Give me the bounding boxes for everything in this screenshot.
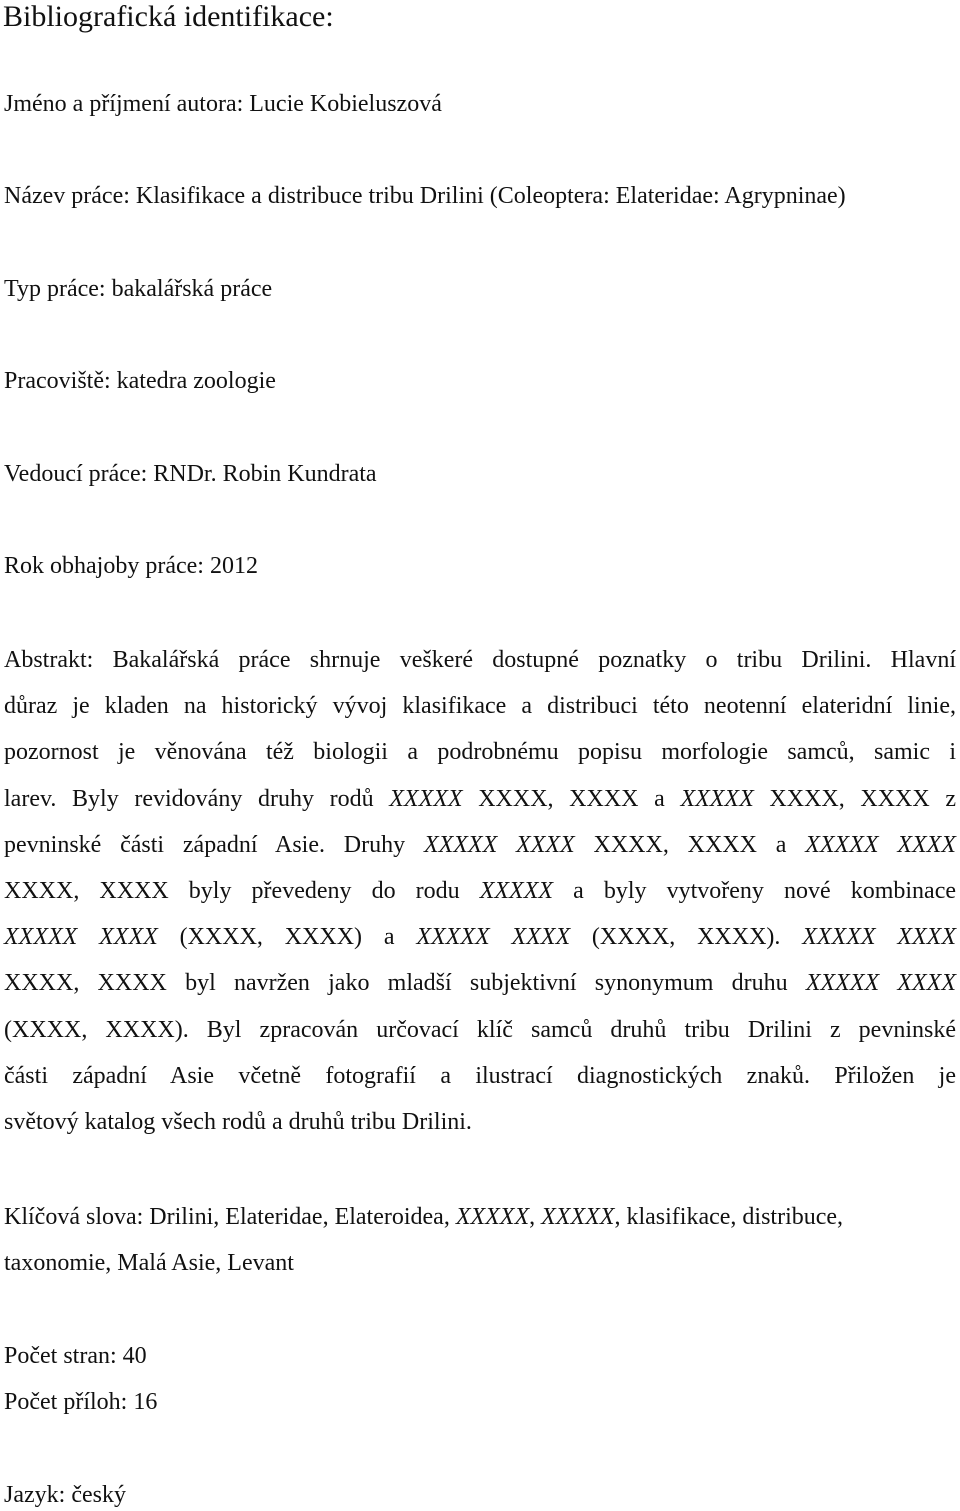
text-segment: , klasifikace, distribuce, — [614, 1204, 844, 1230]
italic-taxon-placeholder: XXXXX XXXX — [805, 831, 956, 858]
abstract-paragraph — [4, 637, 956, 1145]
abstract-line — [4, 868, 956, 914]
italic-taxon-placeholder: XXXXX — [389, 785, 463, 812]
italic-taxon-placeholder: XXXXX XXXX — [416, 924, 571, 951]
department-field: Pracoviště: katedra zoologie — [4, 368, 276, 394]
text-segment: XXXX, XXXX z — [753, 785, 957, 812]
keywords-line-continued: taxonomie, Malá Asie, Levant — [4, 1250, 294, 1276]
defense-year-field: Rok obhajoby práce: 2012 — [4, 553, 258, 579]
abstract-line — [4, 914, 956, 960]
language-field: Jazyk: český — [4, 1482, 126, 1508]
text-segment: důraz je kladen na historický vývoj klasifikace a distribuci této neotenní elateridní linie, — [4, 693, 956, 720]
abstract-line — [4, 776, 956, 822]
text-segment: Abstrakt: Bakalářská práce shrnuje veškeré dostupné poznatky o tribu Drilini. Hlavní — [4, 647, 956, 673]
thesis-type-field: Typ práce: bakalářská práce — [4, 276, 273, 302]
italic-taxon-placeholder: XXXXX — [479, 877, 554, 904]
italic-taxon-placeholder: XXXXX XXXX — [423, 831, 575, 858]
text-segment: (XXXX, XXXX). — [570, 924, 803, 951]
abstract-line — [4, 1007, 956, 1053]
italic-taxon-placeholder: XXXXX — [455, 1204, 530, 1230]
abstract-line — [4, 637, 956, 683]
italic-taxon-placeholder: XXXXX XXXX — [4, 924, 158, 951]
text-segment: XXXX, XXXX byl navržen jako mladší subjektivní synonymum druhu — [4, 970, 806, 997]
text-segment: (XXXX, XXXX). Byl zpracován určovací klíč samců druhů tribu Drilini z pevninské — [4, 1016, 956, 1043]
italic-taxon-placeholder: XXXXX — [541, 1204, 615, 1230]
italic-taxon-placeholder: XXXXX XXXX — [805, 970, 956, 997]
text-segment: pozornost je věnována též biologii a podrobnému popisu morfologie samců, samic i — [4, 739, 956, 766]
text-segment: (XXXX, XXXX) a — [157, 924, 417, 951]
text-segment: XXXX, XXXX a — [574, 831, 806, 858]
abstract-line — [4, 683, 956, 729]
text-segment: světový katalog všech rodů a druhů tribu Drilini. — [4, 1108, 472, 1135]
italic-taxon-placeholder: XXXXX XXXX — [802, 924, 956, 951]
abstract-line — [4, 960, 956, 1006]
keywords-line — [4, 1203, 843, 1231]
abstract-line — [4, 729, 956, 775]
text-segment: Klíčová slova: Drilini, Elateridae, Elateroidea, — [4, 1204, 456, 1230]
text-segment: a byly vytvořeny nové kombinace — [553, 877, 957, 904]
page-heading: Bibliografická identifikace: — [3, 0, 334, 33]
text-segment: , — [529, 1204, 542, 1230]
text-segment: pevninské části západní Asie. Druhy — [4, 831, 424, 858]
abstract-line — [4, 1099, 956, 1145]
supervisor-field: Vedoucí práce: RNDr. Robin Kundrata — [4, 461, 377, 487]
abstract-line — [4, 822, 956, 868]
text-segment: části západní Asie včetně fotografií a ilustrací diagnostických znaků. Přiložen je — [4, 1062, 956, 1089]
italic-taxon-placeholder: XXXXX — [680, 785, 754, 812]
appendix-count-field: Počet příloh: 16 — [4, 1389, 158, 1415]
text-segment: XXXX, XXXX byly převedeny do rodu — [4, 877, 480, 904]
author-field: Jméno a příjmení autora: Lucie Kobieluszová — [4, 91, 442, 117]
page-count-field: Počet stran: 40 — [4, 1343, 147, 1369]
text-segment: XXXX, XXXX a — [462, 785, 681, 812]
thesis-title-field: Název práce: Klasifikace a distribuce tribu Drilini (Coleoptera: Elateridae: Agrypninae) — [4, 183, 846, 209]
text-segment: larev. Byly revidovány druhy rodů — [4, 785, 390, 812]
abstract-line — [4, 1053, 956, 1099]
